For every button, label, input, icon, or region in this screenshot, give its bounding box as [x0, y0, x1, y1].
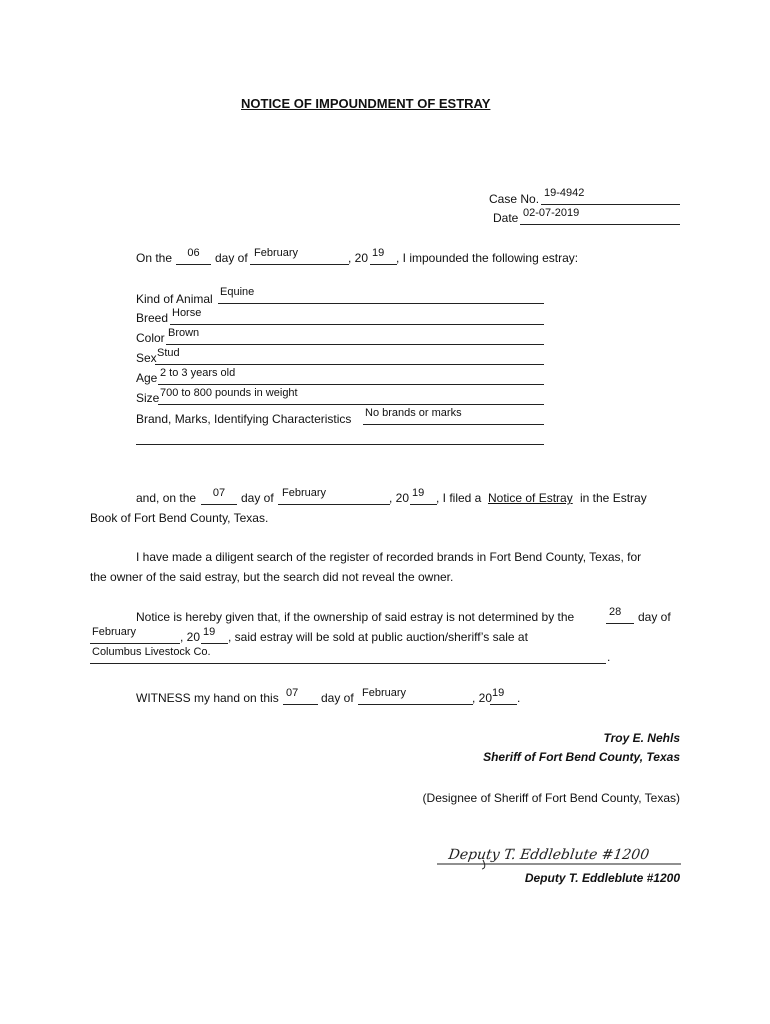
witness-day-of-text: day of	[321, 691, 354, 705]
filed-month-value: February	[282, 487, 327, 499]
impound-month-value: February	[254, 247, 299, 259]
size-field[interactable]	[158, 387, 544, 405]
date-label: Date	[493, 211, 519, 225]
sale-month-field[interactable]	[90, 626, 180, 644]
signature-script: Deputy T. Eddleblute #1200	[447, 847, 651, 863]
search-paragraph-line1: I have made a diligent search of the register of recorded brands in Fort Bend County, Texas, for	[136, 550, 642, 564]
size-value: 700 to 800 pounds in weight	[160, 387, 298, 399]
impound-year-prefix: , 20	[348, 251, 369, 265]
color-label: Color	[136, 331, 165, 345]
kind-label: Kind of Animal	[136, 292, 213, 306]
color-field[interactable]	[166, 327, 544, 345]
notice-paragraph-line2: , said estray will be sold at public auction/sheriff’s sale at	[228, 630, 528, 644]
kind-field[interactable]	[218, 286, 544, 304]
sale-month-value: February	[92, 626, 137, 638]
impound-year-field[interactable]	[370, 247, 397, 265]
sale-year-value: 19	[203, 626, 216, 638]
witness-year-field[interactable]	[490, 687, 517, 705]
filed-day-value: 07	[212, 487, 226, 499]
filed-i-filed-text: , I filed a	[436, 491, 482, 505]
sale-year-prefix: , 20	[180, 630, 201, 644]
filed-month-field[interactable]	[278, 487, 390, 505]
impound-on-the-text: On the	[136, 251, 173, 265]
filed-and-on-the-text: and, on the	[136, 491, 197, 505]
sale-day-value: 28	[609, 606, 622, 618]
witness-month-value: February	[362, 687, 407, 699]
sale-location-value: Columbus Livestock Co.	[92, 646, 211, 658]
document-title: NOTICE OF IMPOUNDMENT OF ESTRAY	[241, 96, 491, 111]
breed-value: Horse	[172, 307, 202, 319]
size-label: Size	[136, 391, 160, 405]
sex-label: Sex	[136, 351, 157, 365]
case-number-label: Case No.	[489, 192, 540, 206]
filed-year-prefix: , 20	[389, 491, 410, 505]
witness-month-field[interactable]	[358, 687, 473, 705]
search-paragraph-line2: the owner of the said estray, but the search did not reveal the owner.	[90, 570, 454, 584]
witness-period: .	[517, 691, 521, 705]
age-label: Age	[136, 371, 158, 385]
brand-value: No brands or marks	[365, 407, 462, 419]
handwritten-signature	[437, 838, 681, 870]
date-field[interactable]	[520, 207, 680, 225]
sale-day-field[interactable]	[606, 606, 634, 624]
sheriff-title: Sheriff of Fort Bend County, Texas	[483, 750, 680, 764]
breed-field[interactable]	[170, 307, 544, 325]
brand-label: Brand, Marks, Identifying Characteristics	[136, 412, 352, 426]
age-field[interactable]	[158, 367, 544, 385]
sex-field[interactable]	[155, 347, 544, 365]
sheriff-name: Troy E. Nehls	[603, 731, 680, 745]
impound-month-field[interactable]	[250, 247, 349, 265]
filed-day-of-text: day of	[241, 491, 274, 505]
notice-of-estray-link[interactable]: Notice of Estray	[488, 491, 573, 505]
witness-day-value: 07	[286, 687, 299, 699]
breed-label: Breed	[136, 311, 169, 325]
impound-year-value: 19	[372, 247, 385, 259]
impound-day-of-text: day of	[215, 251, 248, 265]
filed-book-text: Book of Fort Bend County, Texas.	[90, 511, 269, 525]
witness-text: WITNESS my hand on this	[136, 691, 279, 705]
impound-day-field[interactable]	[176, 247, 211, 265]
filed-day-field[interactable]	[201, 487, 237, 505]
deputy-printed-name: Deputy T. Eddleblute #1200	[524, 871, 680, 885]
brand-continuation-line	[136, 444, 544, 445]
filed-in-estray-text: in the Estray	[580, 491, 647, 505]
sale-year-field[interactable]	[201, 626, 228, 644]
sex-value: Stud	[157, 347, 180, 359]
witness-day-field[interactable]	[283, 687, 318, 705]
date-value: 02-07-2019	[523, 207, 580, 219]
age-value: 2 to 3 years old	[160, 367, 236, 379]
witness-year-value: 19	[492, 687, 505, 699]
brand-field[interactable]	[363, 407, 544, 425]
case-number-field[interactable]	[541, 187, 680, 205]
kind-value: Equine	[220, 286, 255, 298]
filed-year-field[interactable]	[410, 487, 437, 505]
impound-tail-text: , I impounded the following estray:	[396, 251, 579, 265]
notice-day-of-text: day of	[638, 610, 671, 624]
witness-year-prefix: , 20	[472, 691, 493, 705]
case-number-value: 19-4942	[544, 187, 585, 199]
notice-period: .	[607, 650, 611, 664]
impound-day-value: 06	[187, 247, 200, 259]
filed-year-value: 19	[412, 487, 425, 499]
designee-text: (Designee of Sheriff of Fort Bend County, Texas)	[422, 791, 680, 805]
sale-location-field[interactable]	[90, 646, 606, 664]
color-value: Brown	[168, 327, 200, 339]
notice-paragraph-line1: Notice is hereby given that, if the ownership of said estray is not determined by the	[136, 610, 575, 624]
